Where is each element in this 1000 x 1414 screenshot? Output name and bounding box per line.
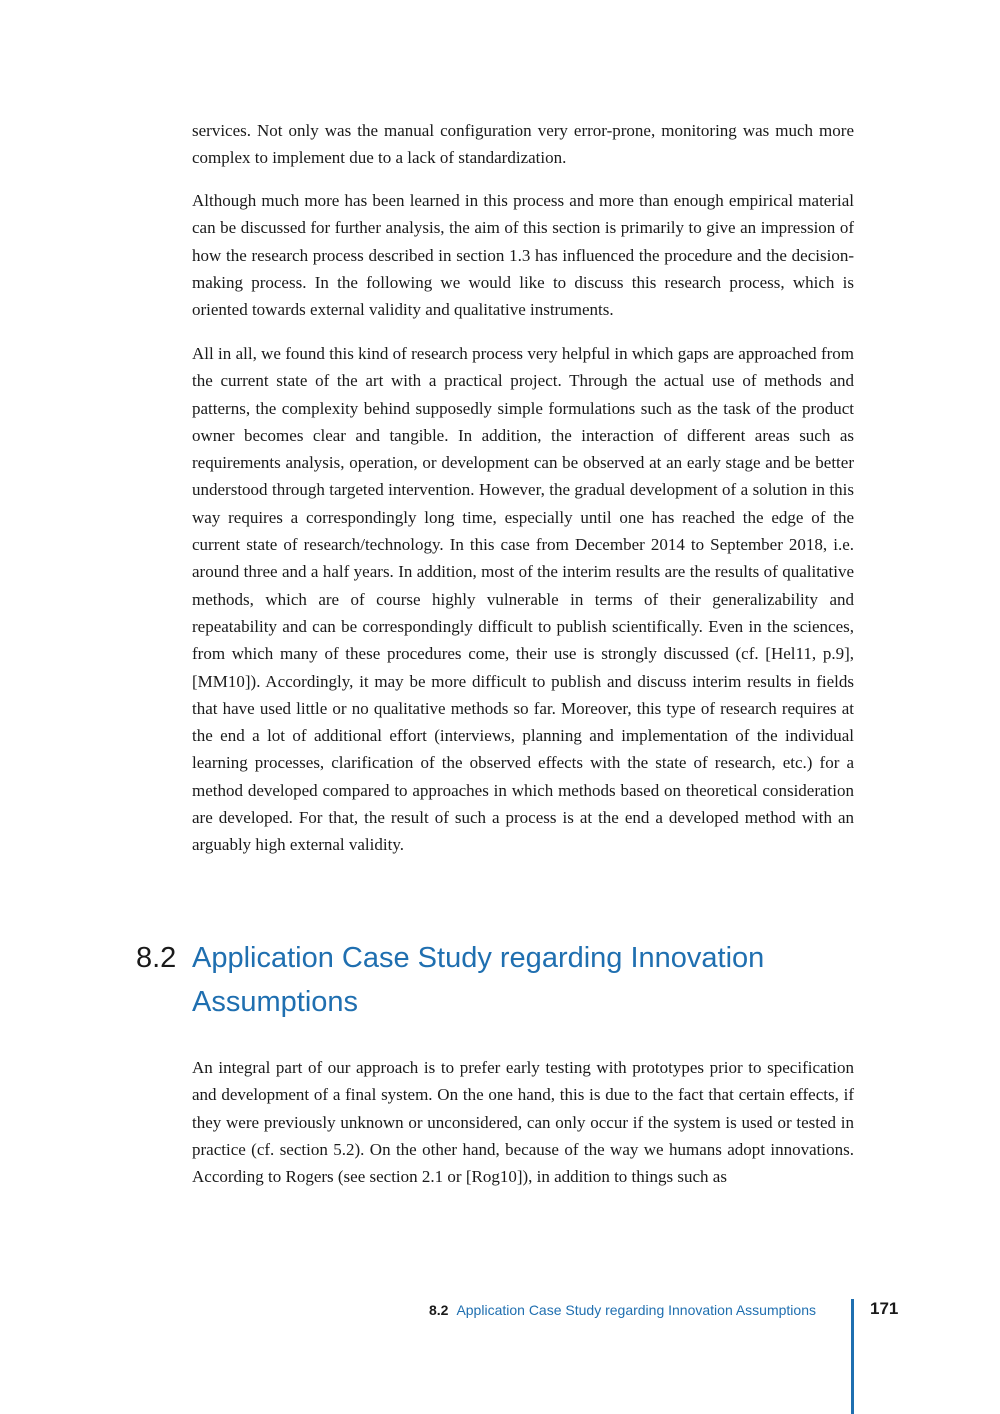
footer-section-title: Application Case Study regarding Innovation Assumptions bbox=[456, 1302, 816, 1318]
paragraph-continuation: services. Not only was the manual configuration very error-prone, monitoring was much more complex to implement due to a lack of standardization. bbox=[192, 121, 854, 168]
footer-section-number: 8.2 bbox=[428, 1302, 449, 1318]
paragraph-research-process-discussion: All in all, we found this kind of research process very helpful in which gaps are approached from the current state of the art with a practical project. Through the actual use of methods and patterns, the complexity behind supposedly simple formulations such as the task of the product owner becomes clear and tangible. In addition, the interaction of different areas such as requirements analysis, operation, or development can be observed at an early stage and be better understood through targeted intervention. However, the gradual development of a solution in this way requires a correspondingly long time, especially until one has reached the edge of the current state of research/technology. In this case from December 2014 to September 2018, i.e. around three and a half years. In addition, most of the interim results are the results of qualitative methods, which are of course highly vulnerable in terms of their generalizability and repeatability and can be correspondingly difficult to publish scientifically. Even in the sciences, from which many of these procedures come, their use is strongly discussed (cf. [Hel11, p.9], [MM10]). Accordingly, it may be more difficult to publish and discuss interim results in fields that have used little or no qualitative methods so far. Moreover, this type of research requires at the end a lot of additional effort (interviews, planning and implementation of the individual learning processes, clarification of the observed effects with the state of research, etc.) for a method developed compared to approaches in which methods based on theoretical consideration are developed. For that, the result of such a process is at the end a developed method with an arguably high external validity. bbox=[192, 344, 854, 855]
page-number: 171 bbox=[870, 1299, 899, 1318]
paragraph-section-intro: An integral part of our approach is to prefer early testing with prototypes prior to specification and development of a final system. On the one hand, this is due to the fact that certain effects, if they were previously unknown or unconsidered, can only occur if the system is used or tested in practice (cf. section 5.2). On the other hand, because of the way we humans adopt innovations. According to Rogers (see section 2.1 or [Rog10]), in addition to things such as bbox=[192, 1058, 854, 1187]
running-footer bbox=[429, 1300, 816, 1320]
paragraph-research-aim: Although much more has been learned in this process and more than enough empirical material can be discussed for further analysis, the aim of this section is primarily to give an impression of how the research process described in section 1.3 has influenced the procedure and the decision-making process. In the following we would like to discuss this research process, which is oriented towards external validity and qualitative instruments. bbox=[192, 191, 854, 320]
section-title: Application Case Study regarding Innovation Assumptions bbox=[192, 942, 765, 1018]
section-heading bbox=[136, 936, 836, 1024]
footer-vertical-rule bbox=[851, 1299, 854, 1414]
section-number: 8.2 bbox=[136, 942, 177, 974]
